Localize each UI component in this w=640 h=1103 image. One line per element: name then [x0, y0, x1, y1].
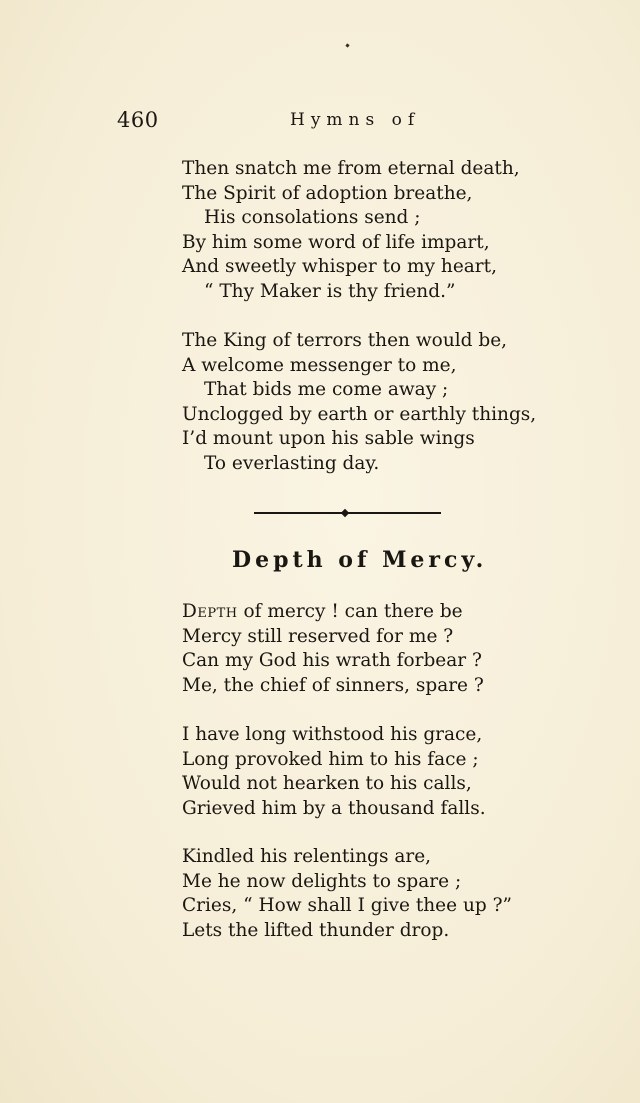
first-word: Depth	[182, 601, 238, 622]
verse-line: Me he now delights to spare ;	[182, 870, 462, 892]
stanza-3	[182, 600, 484, 698]
ink-fleck	[345, 43, 349, 47]
verse-line: Can my God his wrath forbear ?	[182, 650, 482, 672]
verse-line: I have long withstood his grace,	[182, 724, 483, 745]
verse-line: His consolations send ;	[204, 207, 421, 229]
verse-line-first	[182, 600, 484, 625]
verse-line: By him some word of life impart,	[182, 231, 490, 253]
verse-line: That bids me come away ;	[204, 379, 449, 401]
stanza-5	[182, 845, 512, 943]
page-number: 460	[117, 108, 159, 132]
stanza-4	[182, 723, 486, 821]
verse-line: Would not hearken to his calls,	[182, 773, 472, 795]
verse-line: Lets the lifted thunder drop.	[182, 919, 450, 941]
verse-line: Unclogged by earth or earthly things,	[182, 403, 537, 425]
verse-line: Then snatch me from eternal death,	[182, 158, 520, 179]
divider-ornament	[341, 509, 349, 517]
first-line-rest: of mercy ! can there be	[237, 601, 463, 622]
hymn-title: Depth of Mercy.	[232, 547, 488, 573]
verse-line: Kindled his relentings are,	[182, 846, 432, 867]
verse-line: Grieved him by a thousand falls.	[182, 797, 486, 819]
verse-line: I’d mount upon his sable wings	[182, 428, 475, 450]
stanza-1	[182, 157, 520, 305]
verse-line: Cries, “ How shall I give thee up ?”	[182, 895, 512, 917]
running-head: Hymns of	[290, 110, 421, 130]
verse-line: The Spirit of adoption breathe,	[182, 182, 473, 204]
verse-line: “ Thy Maker is thy friend.”	[204, 280, 456, 302]
verse-line: To everlasting day.	[204, 452, 380, 474]
verse-line: Long provoked him to his face ;	[182, 748, 479, 770]
verse-line: The King of terrors then would be,	[182, 330, 508, 351]
verse-line: Mercy still reserved for me ?	[182, 625, 454, 647]
verse-line: A welcome messenger to me,	[182, 354, 457, 376]
stanza-2	[182, 329, 536, 477]
verse-line: Me, the chief of sinners, spare ?	[182, 674, 484, 696]
verse-line: And sweetly whisper to my heart,	[182, 256, 497, 278]
